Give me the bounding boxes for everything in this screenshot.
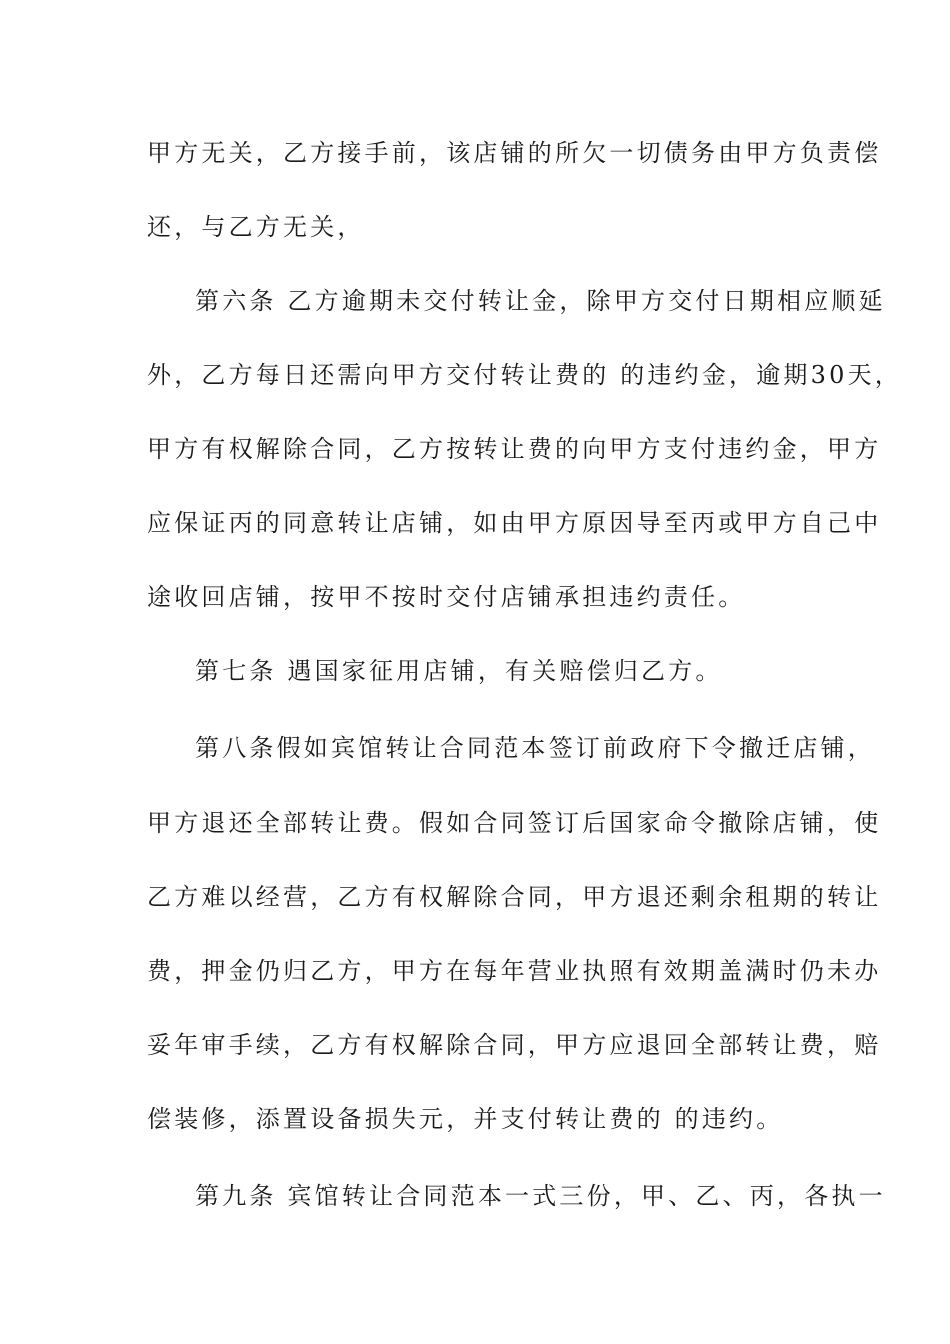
- text-line: 还，与乙方无关，: [147, 213, 365, 241]
- text-line: 乙方难以经营，乙方有权解除合同，甲方退还剩余租期的转让: [147, 883, 882, 911]
- article-8-heading-line: 第八条假如宾馆转让合同范本签订前政府下令撤迁店铺，: [195, 734, 875, 762]
- text-line: 妥年审手续，乙方有权解除合同，甲方应退回全部转让费，赔: [147, 1031, 882, 1059]
- text-line: 途收回店铺，按甲不按时交付店铺承担违约责任。: [147, 583, 746, 611]
- article-7-line: 第七条 遇国家征用店铺，有关赔偿归乙方。: [195, 657, 723, 685]
- article-9-heading-line: 第九条 宾馆转让合同范本一式三份，甲、乙、丙，各执一: [195, 1182, 886, 1210]
- text-line: 甲方有权解除合同，乙方按转让费的向甲方支付违约金，甲方: [147, 435, 882, 463]
- text-line: 甲方退还全部转让费。假如合同签订后国家命令撤除店铺，使: [147, 809, 882, 837]
- text-line: 外，乙方每日还需向甲方交付转让费的 的违约金，逾期30天，: [147, 361, 902, 389]
- article-6-heading-line: 第六条 乙方逾期未交付转让金，除甲方交付日期相应顺延: [195, 287, 886, 315]
- text-line: 偿装修，添置设备损失元，并支付转让费的 的违约。: [147, 1105, 784, 1133]
- text-line: 甲方无关，乙方接手前，该店铺的所欠一切债务由甲方负责偿: [147, 139, 882, 167]
- text-line: 费，押金仍归乙方，甲方在每年营业执照有效期盖满时仍未办: [147, 957, 882, 985]
- text-line: 应保证丙的同意转让店铺，如由甲方原因导至丙或甲方自己中: [147, 509, 882, 537]
